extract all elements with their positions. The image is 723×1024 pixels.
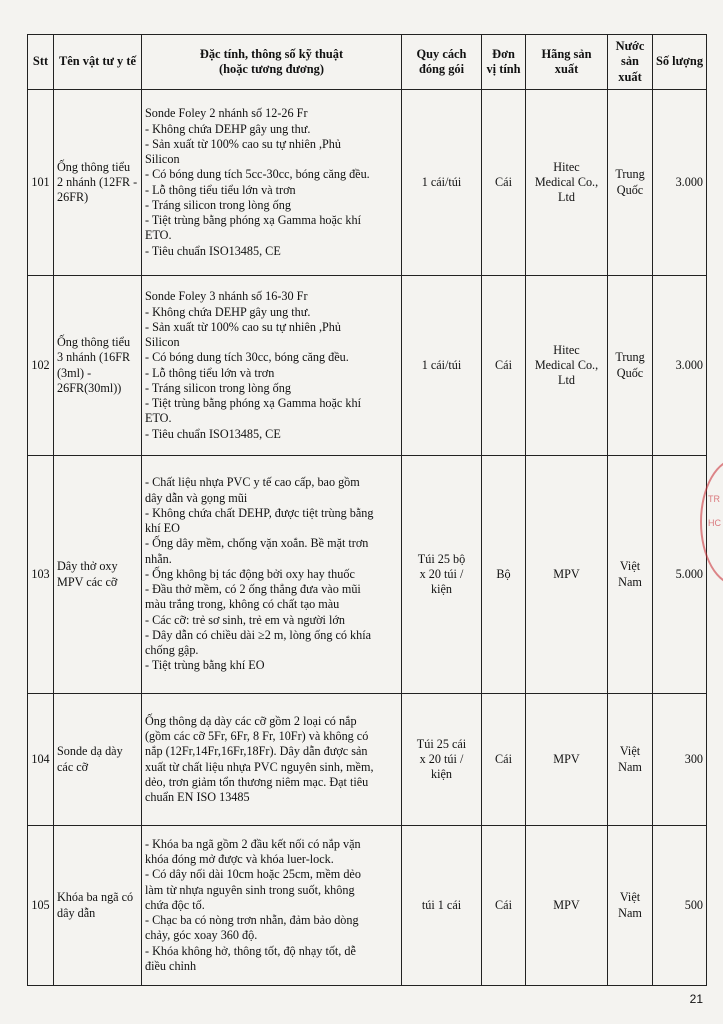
header-spec-line: (hoặc tương đương) (218, 62, 324, 76)
row-stt: 105 (28, 826, 54, 986)
row-country (608, 90, 653, 276)
table-header-row (28, 35, 707, 90)
row-spec-line: - Có bóng dung tích 5cc-30cc, bóng căng đều. (145, 167, 370, 182)
header-unit (482, 35, 526, 90)
row-name-line: Dây thở oxy (57, 559, 118, 574)
row-spec (142, 90, 402, 276)
row-name-line: Sonde dạ dày (57, 744, 123, 759)
row-maker-line: MPV (553, 751, 580, 766)
table-row (28, 276, 707, 456)
row-spec-line: - Dây dẫn có chiều dài ≥2 m, lòng ống có khía (145, 627, 372, 642)
row-name-line: 3 nhánh (16FR (57, 350, 131, 365)
row-spec (142, 694, 402, 826)
row-name-line: các cỡ (57, 759, 89, 774)
row-spec-line: - Sản xuất từ 100% cao su tự nhiên ,Phủ (145, 136, 341, 151)
row-name-line: (3ml) - (57, 365, 92, 380)
row-spec-line: Silicon (145, 152, 180, 166)
row-spec-line: - Tráng silicon trong lòng ống (145, 380, 291, 395)
row-name-line: Ống thông tiểu (57, 335, 131, 349)
row-maker (526, 456, 608, 694)
row-spec-line: - Tiêu chuẩn ISO13485, CE (145, 243, 281, 258)
row-maker-line: MPV (553, 897, 580, 912)
row-spec-line: nắp (12Fr,14Fr,16Fr,18Fr). Dây dẫn được sản (145, 744, 368, 759)
row-packing-line: 1 cái/túi (421, 174, 462, 189)
row-country-line: Nam (618, 905, 642, 920)
row-country-line: Trung (615, 350, 645, 365)
row-spec (142, 276, 402, 456)
row-spec-line: Sonde Foley 3 nhánh số 16-30 Fr (145, 289, 308, 304)
header-unit-line: vị tính (486, 62, 521, 76)
row-packing-line: kiện (431, 767, 452, 782)
table-row (28, 456, 707, 694)
row-spec-line: - Tiệt trùng bằng khí EO (145, 658, 265, 673)
row-packing (402, 276, 482, 456)
row-spec-line: - Không chứa DEHP gây ung thư. (145, 121, 311, 136)
row-spec-line: (gồm các cỡ 5Fr, 6Fr, 8 Fr, 10Fr) và không có (145, 729, 369, 743)
row-spec-line: khí EO (145, 521, 180, 536)
header-packing (402, 35, 482, 90)
row-maker-line: Ltd (558, 190, 575, 205)
row-maker-line: Medical Co., (534, 357, 599, 372)
row-country-line: Việt (619, 559, 641, 574)
table-row (28, 90, 707, 276)
header-stt: Stt (28, 35, 54, 90)
row-spec-line: - Chạc ba có nòng trơn nhẵn, đảm bảo dòng (145, 913, 359, 928)
row-qty: 500 (653, 826, 707, 986)
header-packing-line: Quy cách (416, 46, 467, 61)
row-packing-line: Túi 25 bộ (417, 551, 466, 566)
page-number: 21 (689, 992, 703, 1006)
row-spec-line: xuất từ chất liệu nhựa PVC nguyên sinh, mềm, (145, 759, 374, 774)
row-unit: Cái (482, 826, 526, 986)
row-name-line: 26FR(30ml)) (57, 380, 122, 395)
row-spec (142, 456, 402, 694)
table-row (28, 694, 707, 826)
row-qty: 300 (653, 694, 707, 826)
row-spec-line: Ống thông dạ dày các cỡ gồm 2 loại có nắp (145, 713, 357, 728)
row-qty: 3.000 (653, 90, 707, 276)
row-name (54, 456, 142, 694)
row-spec-line: - Các cỡ: trẻ sơ sinh, trẻ em và người lớn (145, 612, 345, 627)
row-spec-line: chuẩn EN ISO 13485 (145, 790, 250, 804)
row-spec-line: - Khóa không hở, thông tốt, độ nhạy tốt, dễ (145, 943, 356, 958)
row-stt: 103 (28, 456, 54, 694)
header-country (608, 35, 653, 90)
row-stt: 102 (28, 276, 54, 456)
row-maker-line: Medical Co., (534, 174, 599, 189)
row-country-line: Nam (618, 759, 642, 774)
row-spec-line: chống gập. (145, 643, 199, 658)
row-name (54, 90, 142, 276)
seal-stamp-text: TR HC (708, 494, 721, 528)
row-spec-line: - Sản xuất từ 100% cao su tự nhiên ,Phủ (145, 319, 341, 334)
header-maker-line: xuất (554, 62, 579, 76)
row-maker (526, 694, 608, 826)
row-name-line: dây dẫn (57, 905, 96, 920)
header-country-line: Nước (615, 38, 645, 53)
row-spec-line: dây dẫn và gọng mũi (145, 490, 248, 505)
row-spec-line: ETO. (145, 228, 172, 243)
header-maker (526, 35, 608, 90)
row-spec-line: - Có bóng dung tích 30cc, bóng căng đều. (145, 350, 349, 365)
row-stt: 101 (28, 90, 54, 276)
header-name: Tên vật tư y tế (54, 35, 142, 90)
row-spec (142, 826, 402, 986)
row-packing-line: túi 1 cái (421, 897, 462, 912)
header-country-line: xuất (618, 69, 642, 84)
row-unit: Cái (482, 90, 526, 276)
row-spec-line: - Chất liệu nhựa PVC y tế cao cấp, bao gồm (145, 475, 360, 490)
row-spec-line: - Tráng silicon trong lòng ống (145, 197, 291, 212)
row-unit: Cái (482, 276, 526, 456)
header-country-line: sản (621, 54, 639, 69)
row-spec-line: - Có dây nối dài 10cm hoặc 25cm, mềm dẻo (145, 867, 361, 882)
row-maker (526, 276, 608, 456)
row-name (54, 694, 142, 826)
row-packing (402, 694, 482, 826)
row-spec-line: ETO. (145, 411, 172, 426)
row-unit: Cái (482, 694, 526, 826)
header-packing-line: đóng gói (418, 62, 465, 76)
row-name-line: Khóa ba ngã có (57, 890, 134, 905)
row-spec-line: - Ống dây mềm, chống vặn xoắn. Bề mặt trơn (145, 536, 369, 551)
row-spec-line: dẻo, trơn giảm tổn thương niêm mạc. Đạt tiêu (145, 774, 369, 789)
row-country (608, 276, 653, 456)
row-spec-line: điều chỉnh (145, 958, 197, 973)
row-packing (402, 826, 482, 986)
row-country (608, 694, 653, 826)
row-spec-line: màu trắng trong, không có chất tạo màu (145, 597, 340, 612)
row-maker-line: MPV (553, 566, 580, 581)
row-country-line: Việt (619, 890, 641, 905)
row-country-line: Quốc (616, 365, 644, 380)
row-country (608, 456, 653, 694)
row-spec-line: làm từ nhựa nguyên sinh trong suốt, không (145, 882, 355, 897)
row-spec-line: - Khóa ba ngã gồm 2 đầu kết nối có nắp vặn (145, 836, 361, 851)
row-unit: Bộ (482, 456, 526, 694)
row-packing-line: 1 cái/túi (421, 357, 462, 372)
row-spec-line: - Lỗ thông tiểu tiểu lớn và trơn (145, 182, 296, 197)
row-spec-line: - Đầu thở mềm, có 2 ống thẳng đưa vào mũi (145, 582, 361, 597)
table-row (28, 826, 707, 986)
row-maker (526, 826, 608, 986)
row-packing-line: kiện (431, 582, 452, 597)
row-name-line: 2 nhánh (12FR - (57, 174, 138, 189)
row-spec-line: - Tiêu chuẩn ISO13485, CE (145, 426, 281, 441)
row-qty: 3.000 (653, 276, 707, 456)
row-name-line: Ống thông tiểu (57, 159, 131, 174)
row-spec-line: chứa độc tố. (145, 897, 205, 912)
header-spec-line: Đặc tính, thông số kỹ thuật (199, 46, 344, 61)
row-spec-line: chảy, góc xoay 360 độ. (145, 928, 258, 943)
row-spec-line: - Tiệt trùng bằng phóng xạ Gamma hoặc khí (145, 213, 361, 227)
row-country-line: Việt (619, 744, 641, 759)
row-maker-line: Ltd (558, 373, 575, 388)
row-spec-line: Silicon (145, 335, 180, 349)
header-maker-line: Hãng sản (541, 46, 592, 61)
row-packing (402, 456, 482, 694)
row-country-line: Trung (615, 167, 645, 182)
row-packing-line: x 20 túi / (419, 566, 464, 581)
row-spec-line: - Không chứa DEHP gây ung thư. (145, 304, 311, 319)
row-country-line: Nam (618, 574, 642, 589)
row-maker-line: Hitec (553, 342, 580, 357)
row-name (54, 826, 142, 986)
row-name (54, 276, 142, 456)
row-spec-line: khóa đóng mở được và khóa luer-lock. (145, 852, 334, 867)
row-name-line: 26FR) (57, 190, 89, 205)
row-packing-line: x 20 túi / (419, 751, 464, 766)
header-qty: Số lượng (653, 35, 707, 90)
row-maker (526, 90, 608, 276)
row-country (608, 826, 653, 986)
row-country-line: Quốc (616, 182, 644, 197)
row-spec-line: Sonde Foley 2 nhánh số 12-26 Fr (145, 106, 308, 121)
row-spec-line: nhẵn. (145, 551, 172, 566)
row-spec-line: - Không chứa chất DEHP, được tiệt trùng bằng (145, 505, 374, 520)
row-stt: 104 (28, 694, 54, 826)
header-unit-line: Đơn (492, 46, 515, 61)
row-spec-line: - Ống không bị tác động bởi oxy hay thuốc (145, 566, 355, 581)
row-packing-line: Túi 25 cái (416, 736, 467, 751)
row-maker-line: Hitec (553, 159, 580, 174)
row-spec-line: - Tiệt trùng bằng phóng xạ Gamma hoặc khí (145, 396, 361, 410)
equipment-spec-table (27, 34, 707, 986)
row-packing (402, 90, 482, 276)
row-qty: 5.000 (653, 456, 707, 694)
row-spec-line: - Lỗ thông tiểu lớn và trơn (145, 365, 275, 380)
header-spec (142, 35, 402, 90)
row-name-line: MPV các cỡ (57, 574, 118, 589)
